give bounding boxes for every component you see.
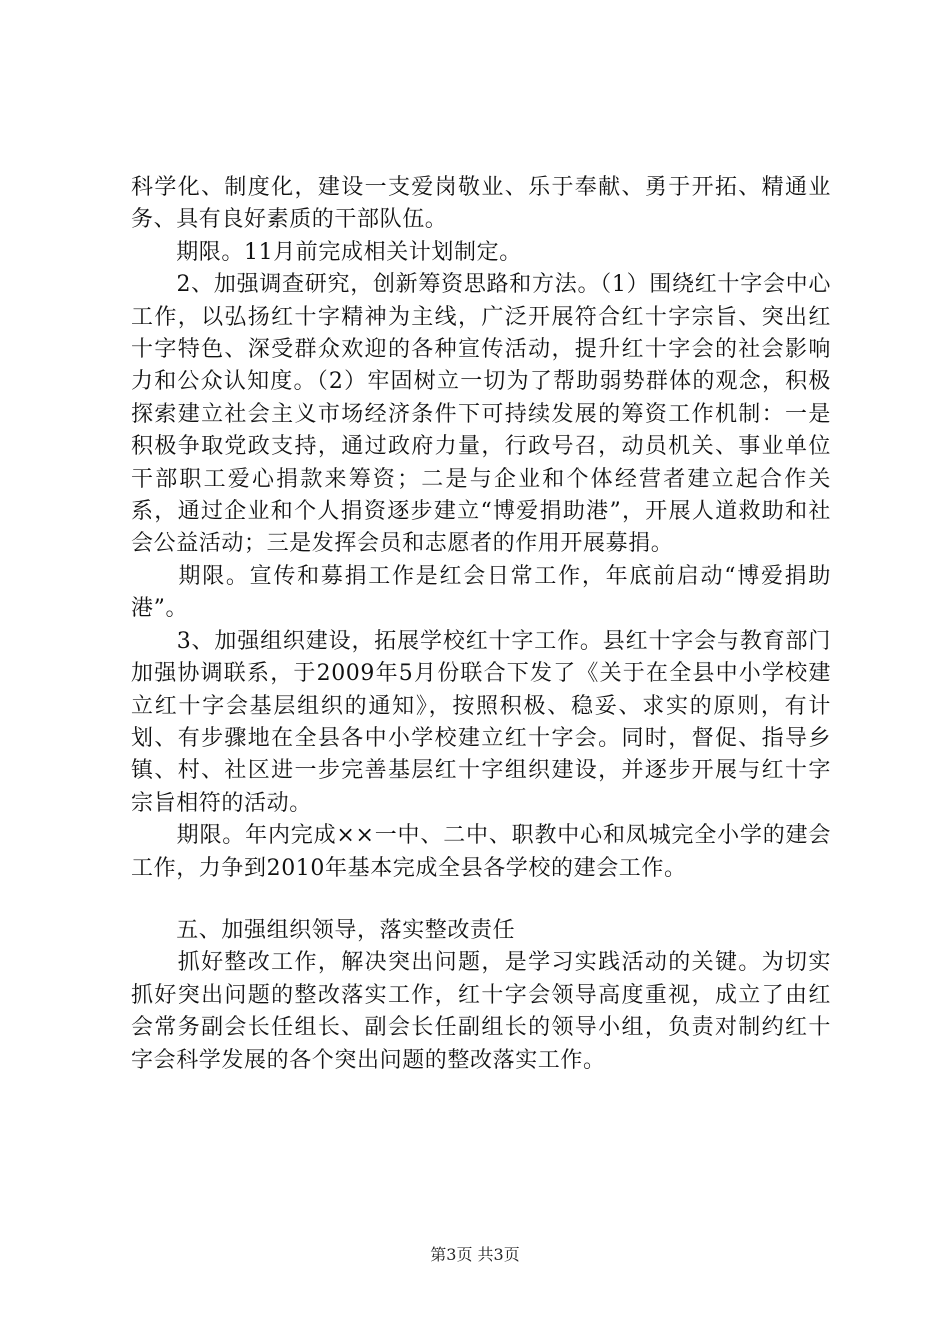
section-heading: 五、加强组织领导，落实整改责任 (131, 917, 516, 943)
section-spacer (131, 885, 831, 915)
paragraph-deadline-2: 期限。宣传和募捐工作是红会日常工作，年底前启动“博爱捐助港”。 (131, 563, 831, 622)
paragraph-item-2: 2、加强调查研究，创新筹资思路和方法。（1）围绕红十字会中心工作，以弘扬红十字精神为主线，广泛开展符合红十字宗旨、突出红十字特色、深受群众欢迎的各种宣传活动，提升红十字会的社会影响力和公众认知度。（2）牢固树立一切为了帮助弱势群体的观念，积极探索建立社会主义市场经济条件下可持续发展的筹资工作机制：一是积极争取党政支持，通过政府力量，行政号召，动员机关、事业单位干部职工爱心捐款来筹资；二是与企业和个体经营者建立起合作关系，通过企业和个人捐资逐步建立“博爱捐助港”，开展人道救助和社会公益活动；三是发挥会员和志愿者的作用开展募捐。 (131, 272, 831, 557)
paragraph-item-3: 3、加强组织建设，拓展学校红十字工作。县红十字会与教育部门加强协调联系，于2009年5月份联合下发了《关于在全县中小学校建立红十字会基层组织的通知》，按照积极、稳妥、求实的原则，有计划、有步骤地在全县各中小学校建立红十字会。同时，督促、指导乡镇、村、社区进一步完善基层红十字组织建设，并逐步开展与红十字宗旨相符的活动。 (131, 628, 831, 816)
paragraph-deadline-1: 期限。11月前完成相关计划制定。 (131, 239, 522, 265)
paragraph-deadline-3: 期限。年内完成××一中、二中、职教中心和凤城完全小学的建会工作，力争到2010年基本完成全县各学校的建会工作。 (131, 823, 831, 881)
paragraph-continuation: 科学化、制度化，建设一支爱岗敬业、乐于奉献、勇于开拓、精通业务、具有良好素质的干部队伍。 (131, 175, 831, 233)
section-paragraph: 抓好整改工作，解决突出问题，是学习实践活动的关键。为切实抓好突出问题的整改落实工作，红十字会领导高度重视，成立了由红会常务副会长任组长、副会长任副组长的领导小组，负责对制约红十字会科学发展的各个突出问题的整改落实工作。 (131, 950, 831, 1073)
document-body (131, 172, 831, 1077)
page-footer: 第3页 共3页 (430, 1245, 520, 1264)
